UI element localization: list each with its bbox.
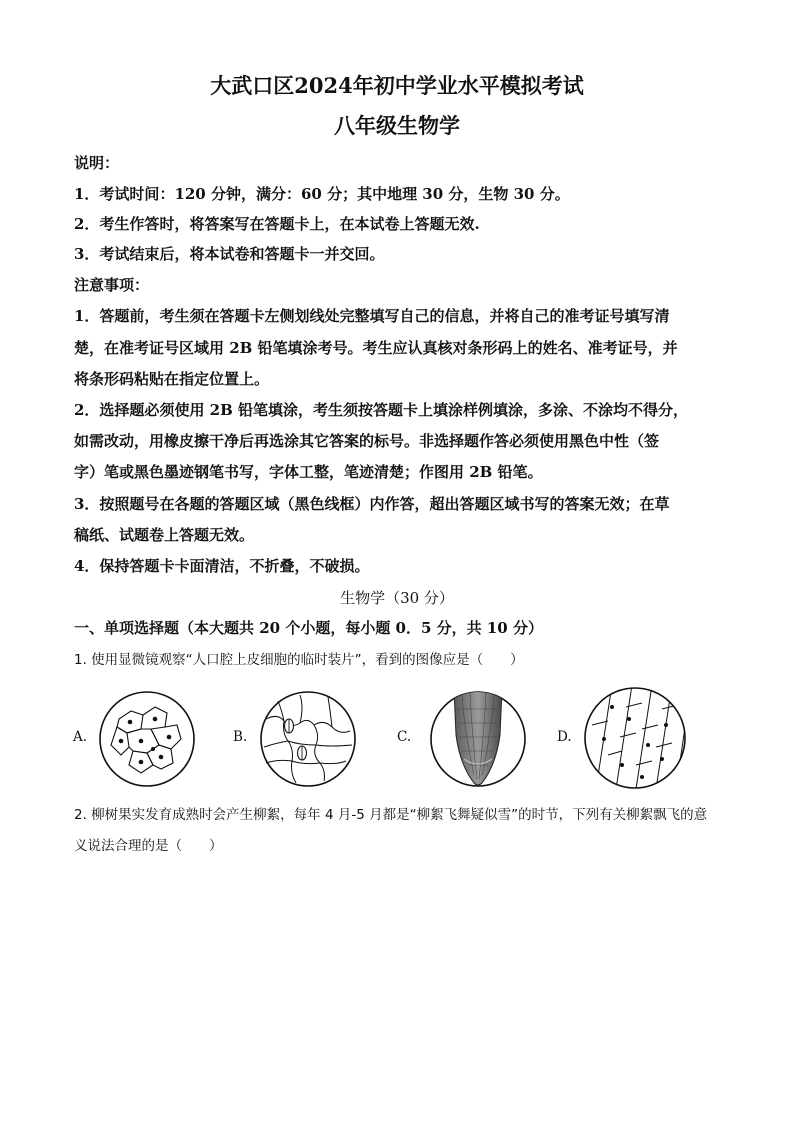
exam-title: 大武口区2024年初中学业水平模拟考试 bbox=[210, 73, 584, 98]
option-d-image bbox=[582, 685, 688, 791]
notes-heading: 注意事项： bbox=[74, 276, 150, 294]
subject-heading: 生物学（30 分） bbox=[340, 589, 454, 607]
option-d-label: D. bbox=[557, 729, 572, 745]
instruction-item: 2．考生作答时，将答案写在答题卡上，在本试卷上答题无效. bbox=[74, 215, 480, 233]
option-b-label: B. bbox=[233, 729, 248, 745]
notes-line: 稿纸、试题卷上答题无效。 bbox=[74, 526, 255, 544]
notes-line: 字）笔或黑色墨迹钢笔书写，字体工整，笔迹清楚；作图用 2B 铅笔。 bbox=[74, 463, 543, 481]
notes-line: 4．保持答题卡卡面清洁，不折叠，不破损。 bbox=[74, 557, 370, 575]
notes-line: 如需改动，用橡皮擦干净后再选涂其它答案的标号。非选择题作答必须使用黑色中性（签 bbox=[74, 432, 660, 450]
notes-line: 2．选择题必须使用 2B 铅笔填涂，考生须按答题卡上填涂样例填涂，多涂、不涂均不得分， bbox=[74, 401, 689, 419]
notes-line: 1．答题前，考生须在答题卡左侧划线处完整填写自己的信息，并将自己的准考证号填写清 bbox=[74, 307, 670, 325]
option-a-image bbox=[97, 689, 197, 789]
notes-line: 3．按照题号在各题的答题区域（黑色线框）内作答，超出答题区域书写的答案无效；在草 bbox=[74, 495, 670, 513]
question-2-stem-cont: 义说法合理的是（ ） bbox=[74, 838, 223, 854]
instruction-item: 3．考试结束后，将本试卷和答题卡一并交回。 bbox=[74, 245, 385, 263]
question-2-stem: 2. 柳树果实发育成熟时会产生柳絮，每年 4 月-5 月都是“柳絮飞舞疑似雪”的时节，下列有关柳絮飘飞的意 bbox=[74, 807, 708, 823]
option-c-label: C. bbox=[397, 729, 412, 745]
instruction-item: 1．考试时间：120 分钟，满分：60 分；其中地理 30 分，生物 30 分。 bbox=[74, 185, 570, 203]
part-heading: 一、单项选择题（本大题共 20 个小题，每小题 0．5 分，共 10 分） bbox=[74, 619, 543, 637]
option-a-label: A. bbox=[73, 729, 88, 745]
question-1-stem: 1. 使用显微镜观察“人口腔上皮细胞的临时装片”，看到的图像应是（ ） bbox=[74, 652, 524, 668]
exam-subtitle: 八年级生物学 bbox=[334, 113, 460, 138]
option-b-image bbox=[258, 689, 358, 789]
option-c-image bbox=[428, 689, 528, 789]
notes-line: 楚，在准考证号区域用 2B 铅笔填涂考号。考生应认真核对条形码上的姓名、准考证号，并 bbox=[74, 339, 678, 357]
notes-line: 将条形码粘贴在指定位置上。 bbox=[74, 370, 270, 388]
instructions-heading: 说明： bbox=[74, 154, 120, 172]
